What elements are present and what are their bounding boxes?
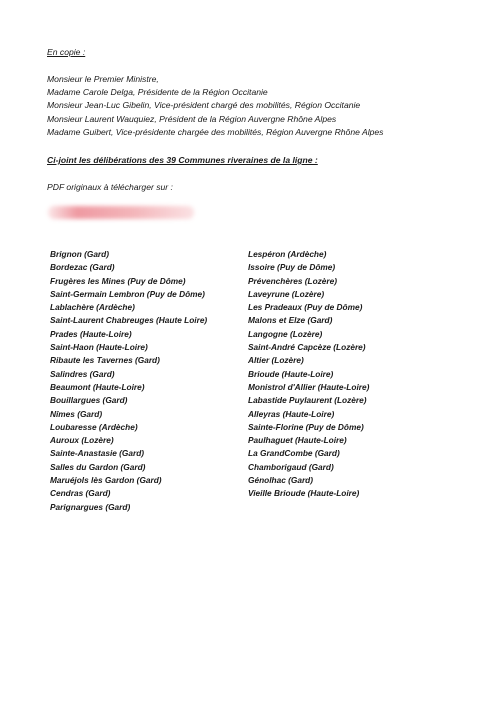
list-item: Lablachère (Ardèche) [50, 302, 135, 313]
recipient-line: Monsieur Laurent Wauquiez, Président de la Région Auvergne Rhône Alpes [47, 114, 337, 124]
list-item: Issoire (Puy de Dôme) [248, 262, 336, 273]
attachment-heading: Ci-joint les délibérations des 39 Communes riveraines de la ligne : [47, 155, 318, 165]
list-item: Prévenchères (Lozère) [248, 275, 338, 286]
download-text: PDF originaux à télécharger sur : [47, 182, 173, 192]
list-item: Sainte-Florine (Puy de Dôme) [248, 421, 364, 432]
list-item: Cendras (Gard) [50, 488, 111, 499]
recipient-line: Madame Carole Delga, Présidente de la Région Occitanie [47, 87, 268, 97]
list-item: Saint-Laurent Chabreuges (Haute Loire) [50, 315, 208, 326]
list-item: Saint-André Capcèze (Lozère) [248, 342, 366, 353]
list-item: Saint-Germain Lembron (Puy de Dôme) [50, 288, 205, 299]
list-item: Malons et Elze (Gard) [248, 315, 333, 326]
list-item: Labastide Puylaurent (Lozère) [248, 395, 367, 406]
list-item: Altier (Lozère) [248, 355, 304, 366]
recipient-line: Madame Guibert, Vice-présidente chargée des mobilités, Région Auvergne Rhône Alpes [47, 127, 384, 137]
list-item: Auroux (Lozère) [50, 435, 114, 446]
cc-label: En copie : [47, 47, 86, 57]
list-item: Chamborigaud (Gard) [248, 461, 334, 472]
communes-list-right [248, 248, 369, 501]
list-item: Vieille Brioude (Haute-Loire) [248, 488, 360, 499]
list-item: Monistrol d'Allier (Haute-Loire) [248, 381, 370, 392]
list-item: Alleyras (Haute-Loire) [248, 408, 335, 419]
list-item: Salindres (Gard) [50, 368, 115, 379]
list-item: Brioude (Haute-Loire) [248, 368, 334, 379]
list-item: Beaumont (Haute-Loire) [50, 381, 145, 392]
list-item: Génolhac (Gard) [248, 475, 314, 486]
list-item: Frugères les Mines (Puy de Dôme) [50, 275, 186, 286]
list-item: Bouillargues (Gard) [50, 395, 128, 406]
list-item: Saint-Haon (Haute-Loire) [50, 342, 148, 353]
list-item: Nîmes (Gard) [50, 408, 103, 419]
list-item: Prades (Haute-Loire) [50, 328, 132, 339]
list-item: Brignon (Gard) [50, 249, 109, 259]
list-item: Salles du Gardon (Gard) [50, 461, 146, 472]
redacted-link [48, 206, 194, 219]
list-item: Les Pradeaux (Puy de Dôme) [248, 302, 363, 313]
list-item: Ribaute les Tavernes (Gard) [50, 355, 160, 366]
list-item: La GrandCombe (Gard) [248, 448, 340, 459]
recipient-line: Monsieur le Premier Ministre, [47, 74, 159, 84]
list-item: Loubaresse (Ardèche) [50, 421, 138, 432]
list-item: Sainte-Anastasie (Gard) [50, 448, 145, 459]
list-item: Laveyrune (Lozère) [248, 288, 325, 299]
list-item: Parignargues (Gard) [50, 501, 131, 512]
list-item: Langogne (Lozère) [248, 328, 323, 339]
list-item: Paulhaguet (Haute-Loire) [248, 435, 347, 446]
list-item: Lespéron (Ardèche) [248, 249, 327, 259]
list-item: Maruéjols lès Gardon (Gard) [50, 475, 162, 486]
list-item: Bordezac (Gard) [50, 262, 115, 273]
communes-list-left [50, 248, 207, 514]
recipient-line: Monsieur Jean-Luc Gibelin, Vice-président chargé des mobilités, Région Occitanie [47, 100, 361, 110]
